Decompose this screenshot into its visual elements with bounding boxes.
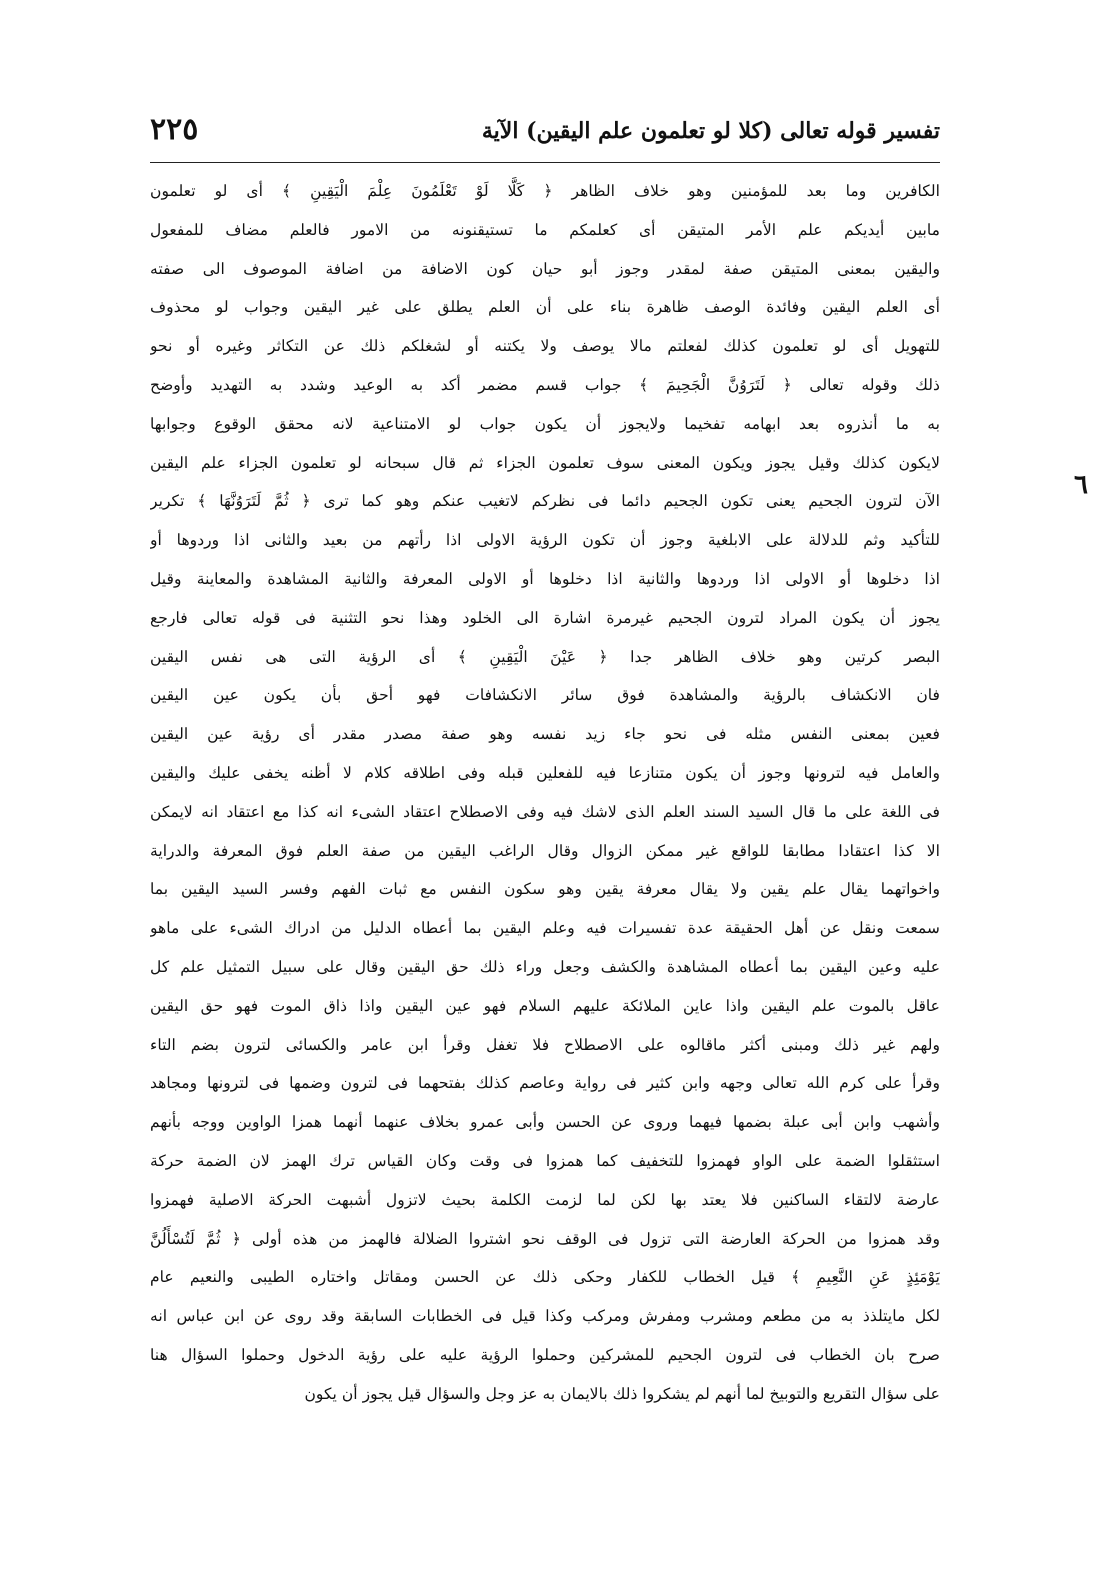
text-line: لكل مايتلذذ به من مطعم ومشرب ومفرش ومركب وكذا قيل فى الخطابات السابقة وقد روى عن ابن عباس انه — [150, 1307, 940, 1326]
text-line: فى اللغة على ما قال السيد السند العلم الذى لاشك فيه وفى الاصطلاح اعتقاد الشىء انه كذا مع اعتقاد انه لايمكن — [150, 802, 940, 821]
text-line: الآن لترون الجحيم يعنى تكون الجحيم دائما فى نظركم لاتغيب عنكم وهو كما ترى ﴿ ثُمَّ لَتَرَوُنَّهَا ﴾ تكرير — [150, 492, 940, 511]
text-line: مابين أيديكم علم الأمر المتيقن أى كعلمكم ما تستيقنونه من الامور فالعلم مضاف للمفعول — [150, 220, 940, 239]
text-line: به ما أنذروه بعد ابهامه تفخيما ولايجوز أن يكون جواب لو الامتناعية لانه محقق الوقوع وجوابها — [150, 414, 940, 433]
text-line: صرح بان الخطاب فى لترون الجحيم للمشركين وحملوا الرؤية عليه على رؤية الدخول وحملوا السؤال هنا — [150, 1345, 940, 1364]
page-header — [150, 112, 940, 162]
text-line: استثقلوا الضمة على الواو فهمزوا للتخفيف كما همزوا فى وقت وكان القياس ترك الهمز لان الضمة حركة — [150, 1151, 940, 1170]
text-line: وقد همزوا من الحركة العارضة التى تزول فى الوقف نحو اشتروا الضلالة فالهمز من هذه أولى ﴿ ثُمَّ لَتُسْأَلُنَّ — [150, 1229, 940, 1248]
margin-mark: ٦ — [1074, 470, 1088, 500]
text-line: ذلك وقوله تعالى ﴿ لَتَرَوُنَّ الْجَحِيمَ ﴾ جواب قسم مضمر أكد به الوعيد وشدد به التهديد وأوضح — [150, 375, 940, 394]
text-line: فعين بمعنى النفس مثله فى نحو جاء زيد نفسه وهو صفة مصدر مقدر أى رؤية عين اليقين — [150, 725, 940, 744]
text-line: يجوز أن يكون المراد لترون الجحيم غيرمرة اشارة الى الخلود وهذا نحو التثنية فى قوله تعالى فارجع — [150, 608, 940, 627]
text-line: عاقل بالموت علم اليقين واذا عاين الملائكة عليهم السلام فهو عين اليقين واذا ذاق الموت فهو حق اليقين — [150, 996, 940, 1015]
text-line: الكافرين وما بعد للمؤمنين وهو خلاف الظاهر ﴿ كَلَّا لَوْ تَعْلَمُونَ عِلْمَ الْيَقِينِ ﴾ أى لو تعلمون — [150, 182, 940, 200]
header-rule — [150, 162, 940, 163]
text-line: أى العلم اليقين وفائدة الوصف ظاهرة بناء على أن العلم يطلق على غير اليقين وجواب لو محذوف — [150, 298, 940, 317]
text-line: اذا دخلوها أو الاولى اذا وردوها والثانية اذا دخلوها أو الاولى المعرفة والثانية المشاهدة والمعاينة وقيل — [150, 569, 940, 588]
text-line: الا كذا اعتقادا مطابقا للواقع غير ممكن الزوال وقال الراغب اليقين من صفة العلم فوق المعرفة والدراية — [150, 841, 940, 860]
text-line: البصر كرتين وهو خلاف الظاهر جدا ﴿ عَيْنَ الْيَقِينِ ﴾ أى الرؤية التى هى نفس اليقين — [150, 647, 940, 666]
body-text — [150, 172, 940, 1414]
text-line: وأشهب وابن أبى عبلة بضمها فيهما وروى عن الحسن وأبى عمرو بخلاف عنهما أنهما همزا الواوين ووجه بأنهم — [150, 1113, 940, 1132]
text-line: يَوْمَئِذٍ عَنِ النَّعِيمِ ﴾ قيل الخطاب للكفار وحكى ذلك عن الحسن ومقاتل واختاره الطيبى والنعيم عام — [150, 1268, 940, 1287]
text-line: على سؤال التقريع والتوبيخ لما أنهم لم يشكروا ذلك بالايمان به عز وجل والسؤال قيل يجوز أن يكون — [304, 1384, 940, 1403]
text-line: عليه وعين اليقين بما أعطاه المشاهدة والكشف وجعل وراء ذلك حق اليقين وقال على سبيل التمثيل علم كل — [150, 957, 940, 976]
text-line: سمعت ونقل عن أهل الحقيقة عدة تفسيرات فيه وعلم اليقين بما أعطاه الدليل من ادراك الشىء على ماهو — [150, 919, 940, 938]
text-line: عارضة لالتقاء الساكنين فلا يعتد بها لكن لما لزمت الكلمة بحيث لاتزول أشبهت الحركة الاصلية فهمزوا — [150, 1190, 940, 1209]
text-line: فان الانكشاف بالرؤية والمشاهدة فوق سائر الانكشافات فهو أحق بأن يكون عين اليقين — [150, 686, 940, 705]
text-line: وقرأ على كرم الله تعالى وجهه وابن كثير فى رواية وعاصم كذلك بفتحهما فى لترون وضمها فى لترونها ومجاهد — [150, 1074, 940, 1093]
page-number: ٢٢٥ — [150, 112, 199, 147]
text-line: ولهم غير ذلك ومبنى أكثر ماقالوه على الاصطلاح فلا تغفل وقرأ ابن عامر والكسائى لترون بضم التاء — [150, 1035, 940, 1054]
text-line: لايكون كذلك وقيل يجوز ويكون المعنى سوف تعلمون الجزاء ثم قال سبحانه لو تعلمون الجزاء علم اليقين — [150, 453, 940, 472]
text-line: للتأكيد وثم للدلالة على الابلغية وجوز أن تكون الرؤية الاولى اذا رأتهم من بعيد والثانى اذا وردوها أو — [150, 531, 940, 550]
running-title: تفسير قوله تعالى (كلا لو تعلمون علم اليقين) الآية — [481, 118, 940, 144]
text-line: واخواتهما يقال علم يقين ولا يقال معرفة يقين وهو سكون النفس مع ثبات الفهم وفسر السيد اليقين بما — [150, 880, 940, 899]
text-line: واليقين بمعنى المتيقن صفة لمقدر وجوز أبو حيان كون الاضافة من اضافة الموصوف الى صفته — [150, 259, 940, 278]
text-line: والعامل فيه لترونها وجوز أن يكون متنازعا فيه للفعلين قبله وفى اطلاقه كلام لا أظنه يخفى عليك واليقين — [150, 763, 940, 782]
text-line: للتهويل أى لو تعلمون كذلك لفعلتم مالا يوصف ولا يكتنه أو لشغلكم ذلك عن التكاثر وغيره أو نحو — [150, 337, 940, 356]
